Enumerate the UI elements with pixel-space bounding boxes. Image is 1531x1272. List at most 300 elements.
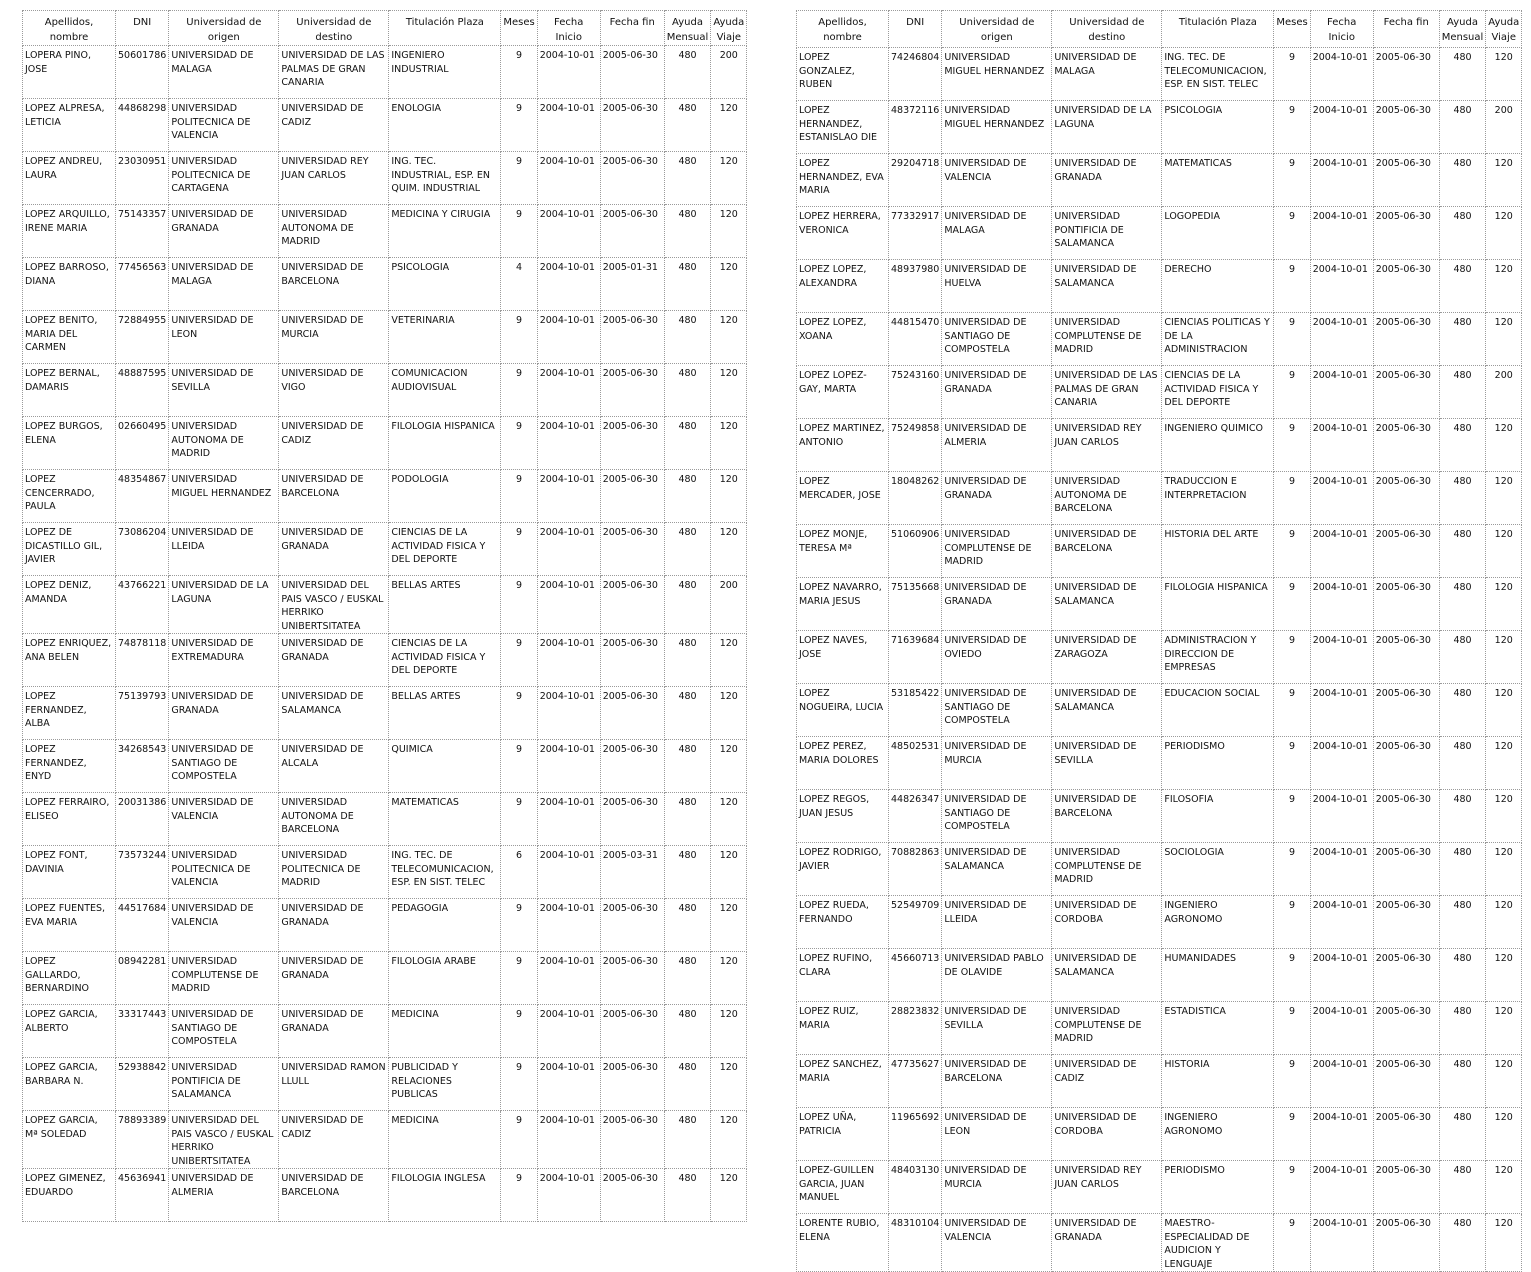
origin-university-cell: UNIVERSIDAD DE ALMERIA bbox=[942, 419, 1052, 472]
origin-university-cell: UNIVERSIDAD DE SANTIAGO DE COMPOSTELA bbox=[942, 684, 1052, 737]
travel-aid-cell: 120 bbox=[1486, 790, 1522, 843]
name-cell: LOPEZ GIMENEZ, EDUARDO bbox=[23, 1169, 116, 1222]
months-cell: 9 bbox=[501, 740, 537, 793]
months-cell: 9 bbox=[1274, 1055, 1310, 1108]
monthly-aid-cell: 480 bbox=[1439, 790, 1486, 843]
table-row bbox=[23, 1005, 747, 1058]
end-date-cell: 2005-06-30 bbox=[1373, 419, 1439, 472]
destination-university-cell: UNIVERSIDAD DE LA LAGUNA bbox=[1052, 101, 1162, 154]
destination-university-cell: UNIVERSIDAD AUTONOMA DE BARCELONA bbox=[279, 793, 389, 846]
monthly-aid-cell: 480 bbox=[664, 470, 711, 523]
start-date-cell: 2004-10-01 bbox=[537, 576, 600, 634]
column-header: Ayuda Viaje bbox=[1486, 11, 1522, 48]
table-row bbox=[797, 1108, 1522, 1161]
monthly-aid-cell: 480 bbox=[1439, 1055, 1486, 1108]
months-cell: 9 bbox=[501, 576, 537, 634]
months-cell: 9 bbox=[1274, 1002, 1310, 1055]
travel-aid-cell: 120 bbox=[711, 1111, 747, 1169]
end-date-cell: 2005-06-30 bbox=[1373, 48, 1439, 101]
dni-cell: 29204718 bbox=[889, 154, 942, 207]
degree-cell: INGENIERO QUIMICO bbox=[1162, 419, 1274, 472]
column-header: Universidad de origen bbox=[942, 11, 1052, 48]
origin-university-cell: UNIVERSIDAD DE EXTREMADURA bbox=[169, 634, 279, 687]
travel-aid-cell: 120 bbox=[711, 152, 747, 205]
monthly-aid-cell: 480 bbox=[664, 634, 711, 687]
column-header: DNI bbox=[889, 11, 942, 48]
months-cell: 9 bbox=[501, 687, 537, 740]
column-header: Titulación Plaza bbox=[389, 11, 501, 46]
degree-cell: SOCIOLOGIA bbox=[1162, 843, 1274, 896]
degree-cell: ENOLOGIA bbox=[389, 99, 501, 152]
travel-aid-cell: 120 bbox=[711, 417, 747, 470]
monthly-aid-cell: 480 bbox=[1439, 366, 1486, 419]
table-row bbox=[23, 952, 747, 1005]
monthly-aid-cell: 480 bbox=[664, 99, 711, 152]
dni-cell: 11965692 bbox=[889, 1108, 942, 1161]
end-date-cell: 2005-03-31 bbox=[600, 846, 664, 899]
dni-cell: 44517684 bbox=[116, 899, 169, 952]
months-cell: 9 bbox=[501, 99, 537, 152]
name-cell: LOPEZ NOGUEIRA, LUCIA bbox=[797, 684, 889, 737]
monthly-aid-cell: 480 bbox=[664, 1111, 711, 1169]
dni-cell: 44868298 bbox=[116, 99, 169, 152]
table-row bbox=[797, 949, 1522, 1002]
column-header: DNI bbox=[116, 11, 169, 46]
destination-university-cell: UNIVERSIDAD DE GRANADA bbox=[279, 523, 389, 576]
dni-cell: 75243160 bbox=[889, 366, 942, 419]
start-date-cell: 2004-10-01 bbox=[537, 417, 600, 470]
end-date-cell: 2005-06-30 bbox=[1373, 1161, 1439, 1214]
dni-cell: 18048262 bbox=[889, 472, 942, 525]
monthly-aid-cell: 480 bbox=[664, 46, 711, 99]
name-cell: LOPEZ RODRIGO, JAVIER bbox=[797, 843, 889, 896]
name-cell: LORENTE RUBIO, ELENA bbox=[797, 1214, 889, 1272]
origin-university-cell: UNIVERSIDAD AUTONOMA DE MADRID bbox=[169, 417, 279, 470]
months-cell: 9 bbox=[1274, 737, 1310, 790]
degree-cell: HISTORIA DEL ARTE bbox=[1162, 525, 1274, 578]
column-header: Fecha fin bbox=[600, 11, 664, 46]
header-row bbox=[23, 11, 747, 46]
dni-cell: 28823832 bbox=[889, 1002, 942, 1055]
dni-cell: 34268543 bbox=[116, 740, 169, 793]
header-row bbox=[797, 11, 1522, 48]
end-date-cell: 2005-06-30 bbox=[1373, 207, 1439, 260]
months-cell: 9 bbox=[501, 1111, 537, 1169]
months-cell: 9 bbox=[1274, 419, 1310, 472]
end-date-cell: 2005-06-30 bbox=[600, 634, 664, 687]
table-row bbox=[23, 470, 747, 523]
origin-university-cell: UNIVERSIDAD COMPLUTENSE DE MADRID bbox=[169, 952, 279, 1005]
name-cell: LOPEZ LOPEZ, XOANA bbox=[797, 313, 889, 366]
monthly-aid-cell: 480 bbox=[1439, 313, 1486, 366]
table-row bbox=[797, 843, 1522, 896]
column-header: Universidad de origen bbox=[169, 11, 279, 46]
months-cell: 9 bbox=[501, 205, 537, 258]
dni-cell: 48403130 bbox=[889, 1161, 942, 1214]
origin-university-cell: UNIVERSIDAD POLITECNICA DE VALENCIA bbox=[169, 846, 279, 899]
months-cell: 9 bbox=[1274, 101, 1310, 154]
destination-university-cell: UNIVERSIDAD DE GRANADA bbox=[279, 899, 389, 952]
monthly-aid-cell: 480 bbox=[664, 364, 711, 417]
dni-cell: 48372116 bbox=[889, 101, 942, 154]
origin-university-cell: UNIVERSIDAD DE LLEIDA bbox=[942, 896, 1052, 949]
origin-university-cell: UNIVERSIDAD DE VALENCIA bbox=[169, 793, 279, 846]
travel-aid-cell: 120 bbox=[711, 1005, 747, 1058]
travel-aid-cell: 120 bbox=[1486, 48, 1522, 101]
end-date-cell: 2005-01-31 bbox=[600, 258, 664, 311]
origin-university-cell: UNIVERSIDAD PABLO DE OLAVIDE bbox=[942, 949, 1052, 1002]
degree-cell: FILOSOFIA bbox=[1162, 790, 1274, 843]
dni-cell: 73086204 bbox=[116, 523, 169, 576]
monthly-aid-cell: 480 bbox=[664, 899, 711, 952]
monthly-aid-cell: 480 bbox=[1439, 631, 1486, 684]
travel-aid-cell: 120 bbox=[1486, 1108, 1522, 1161]
months-cell: 9 bbox=[1274, 631, 1310, 684]
degree-cell: COMUNICACION AUDIOVISUAL bbox=[389, 364, 501, 417]
start-date-cell: 2004-10-01 bbox=[1310, 684, 1373, 737]
name-cell: LOPEZ NAVES, JOSE bbox=[797, 631, 889, 684]
destination-university-cell: UNIVERSIDAD DE SALAMANCA bbox=[1052, 684, 1162, 737]
origin-university-cell: UNIVERSIDAD DE LEON bbox=[942, 1108, 1052, 1161]
months-cell: 6 bbox=[501, 846, 537, 899]
destination-university-cell: UNIVERSIDAD DE GRANADA bbox=[279, 1005, 389, 1058]
grant-table-right bbox=[796, 10, 1522, 1272]
months-cell: 9 bbox=[501, 1169, 537, 1222]
name-cell: LOPEZ REGOS, JUAN JESUS bbox=[797, 790, 889, 843]
table-row bbox=[23, 311, 747, 364]
degree-cell: ING. TEC. DE TELECOMUNICACION, ESP. EN SIST. TELEC bbox=[1162, 48, 1274, 101]
destination-university-cell: UNIVERSIDAD DE CADIZ bbox=[1052, 1055, 1162, 1108]
months-cell: 9 bbox=[1274, 843, 1310, 896]
name-cell: LOPEZ GALLARDO, BERNARDINO bbox=[23, 952, 116, 1005]
travel-aid-cell: 120 bbox=[1486, 1055, 1522, 1108]
end-date-cell: 2005-06-30 bbox=[1373, 1214, 1439, 1272]
months-cell: 9 bbox=[501, 1058, 537, 1111]
table-row bbox=[797, 101, 1522, 154]
travel-aid-cell: 120 bbox=[711, 1058, 747, 1111]
table-row bbox=[23, 417, 747, 470]
name-cell: LOPEZ PEREZ, MARIA DOLORES bbox=[797, 737, 889, 790]
name-cell: LOPEZ HERNANDEZ, ESTANISLAO DIE bbox=[797, 101, 889, 154]
degree-cell: LOGOPEDIA bbox=[1162, 207, 1274, 260]
name-cell: LOPEZ UÑA, PATRICIA bbox=[797, 1108, 889, 1161]
origin-university-cell: UNIVERSIDAD DE LLEIDA bbox=[169, 523, 279, 576]
name-cell: LOPERA PINO, JOSE bbox=[23, 46, 116, 99]
grant-table-left bbox=[22, 10, 747, 1222]
start-date-cell: 2004-10-01 bbox=[537, 1111, 600, 1169]
origin-university-cell: UNIVERSIDAD POLITECNICA DE VALENCIA bbox=[169, 99, 279, 152]
origin-university-cell: UNIVERSIDAD DE GRANADA bbox=[942, 366, 1052, 419]
table-row bbox=[23, 258, 747, 311]
degree-cell: MATEMATICAS bbox=[1162, 154, 1274, 207]
start-date-cell: 2004-10-01 bbox=[1310, 472, 1373, 525]
column-header: Ayuda Mensual bbox=[664, 11, 711, 46]
destination-university-cell: UNIVERSIDAD DE GRANADA bbox=[279, 634, 389, 687]
destination-university-cell: UNIVERSIDAD DE MURCIA bbox=[279, 311, 389, 364]
destination-university-cell: UNIVERSIDAD DE GRANADA bbox=[1052, 1214, 1162, 1272]
dni-cell: 75143357 bbox=[116, 205, 169, 258]
degree-cell: INGENIERO INDUSTRIAL bbox=[389, 46, 501, 99]
travel-aid-cell: 120 bbox=[1486, 896, 1522, 949]
monthly-aid-cell: 480 bbox=[664, 258, 711, 311]
name-cell: LOPEZ LOPEZ-GAY, MARTA bbox=[797, 366, 889, 419]
origin-university-cell: UNIVERSIDAD DE MURCIA bbox=[942, 737, 1052, 790]
start-date-cell: 2004-10-01 bbox=[537, 740, 600, 793]
monthly-aid-cell: 480 bbox=[1439, 154, 1486, 207]
degree-cell: PUBLICIDAD Y RELACIONES PUBLICAS bbox=[389, 1058, 501, 1111]
end-date-cell: 2005-06-30 bbox=[600, 793, 664, 846]
origin-university-cell: UNIVERSIDAD MIGUEL HERNANDEZ bbox=[942, 48, 1052, 101]
degree-cell: MEDICINA bbox=[389, 1005, 501, 1058]
name-cell: LOPEZ DE DICASTILLO GIL, JAVIER bbox=[23, 523, 116, 576]
start-date-cell: 2004-10-01 bbox=[537, 205, 600, 258]
monthly-aid-cell: 480 bbox=[1439, 48, 1486, 101]
table-row bbox=[23, 152, 747, 205]
travel-aid-cell: 120 bbox=[711, 470, 747, 523]
name-cell: LOPEZ GARCIA, ALBERTO bbox=[23, 1005, 116, 1058]
start-date-cell: 2004-10-01 bbox=[1310, 207, 1373, 260]
dni-cell: 52938842 bbox=[116, 1058, 169, 1111]
destination-university-cell: UNIVERSIDAD REY JUAN CARLOS bbox=[1052, 1161, 1162, 1214]
start-date-cell: 2004-10-01 bbox=[537, 634, 600, 687]
degree-cell: HUMANIDADES bbox=[1162, 949, 1274, 1002]
origin-university-cell: UNIVERSIDAD DE SANTIAGO DE COMPOSTELA bbox=[169, 740, 279, 793]
destination-university-cell: UNIVERSIDAD COMPLUTENSE DE MADRID bbox=[1052, 1002, 1162, 1055]
name-cell: LOPEZ RUEDA, FERNANDO bbox=[797, 896, 889, 949]
months-cell: 9 bbox=[1274, 313, 1310, 366]
origin-university-cell: UNIVERSIDAD DE MALAGA bbox=[169, 258, 279, 311]
name-cell: LOPEZ RUIZ, MARIA bbox=[797, 1002, 889, 1055]
destination-university-cell: UNIVERSIDAD AUTONOMA DE BARCELONA bbox=[1052, 472, 1162, 525]
name-cell: LOPEZ FERNANDEZ, ALBA bbox=[23, 687, 116, 740]
destination-university-cell: UNIVERSIDAD DE BARCELONA bbox=[1052, 790, 1162, 843]
end-date-cell: 2005-06-30 bbox=[1373, 896, 1439, 949]
origin-university-cell: UNIVERSIDAD DE BARCELONA bbox=[942, 1055, 1052, 1108]
origin-university-cell: UNIVERSIDAD DE SANTIAGO DE COMPOSTELA bbox=[942, 790, 1052, 843]
start-date-cell: 2004-10-01 bbox=[1310, 260, 1373, 313]
travel-aid-cell: 120 bbox=[711, 687, 747, 740]
travel-aid-cell: 120 bbox=[711, 258, 747, 311]
travel-aid-cell: 200 bbox=[1486, 366, 1522, 419]
travel-aid-cell: 120 bbox=[711, 846, 747, 899]
name-cell: LOPEZ FUENTES, EVA MARIA bbox=[23, 899, 116, 952]
origin-university-cell: UNIVERSIDAD DE LA LAGUNA bbox=[169, 576, 279, 634]
start-date-cell: 2004-10-01 bbox=[537, 364, 600, 417]
end-date-cell: 2005-06-30 bbox=[600, 1111, 664, 1169]
destination-university-cell: UNIVERSIDAD DE CADIZ bbox=[279, 99, 389, 152]
start-date-cell: 2004-10-01 bbox=[537, 1058, 600, 1111]
end-date-cell: 2005-06-30 bbox=[600, 687, 664, 740]
end-date-cell: 2005-06-30 bbox=[1373, 101, 1439, 154]
origin-university-cell: UNIVERSIDAD DE SEVILLA bbox=[942, 1002, 1052, 1055]
monthly-aid-cell: 480 bbox=[1439, 472, 1486, 525]
months-cell: 9 bbox=[1274, 1214, 1310, 1272]
table-row bbox=[23, 523, 747, 576]
name-cell: LOPEZ MARTINEZ, ANTONIO bbox=[797, 419, 889, 472]
end-date-cell: 2005-06-30 bbox=[600, 311, 664, 364]
dni-cell: 02660495 bbox=[116, 417, 169, 470]
end-date-cell: 2005-06-30 bbox=[600, 152, 664, 205]
dni-cell: 48937980 bbox=[889, 260, 942, 313]
degree-cell: CIENCIAS DE LA ACTIVIDAD FISICA Y DEL DEPORTE bbox=[389, 634, 501, 687]
start-date-cell: 2004-10-01 bbox=[537, 523, 600, 576]
dni-cell: 53185422 bbox=[889, 684, 942, 737]
monthly-aid-cell: 480 bbox=[1439, 207, 1486, 260]
column-header: Apellidos, nombre bbox=[23, 11, 116, 46]
degree-cell: FILOLOGIA HISPANICA bbox=[1162, 578, 1274, 631]
destination-university-cell: UNIVERSIDAD DE BARCELONA bbox=[1052, 525, 1162, 578]
end-date-cell: 2005-06-30 bbox=[1373, 790, 1439, 843]
dni-cell: 23030951 bbox=[116, 152, 169, 205]
dni-cell: 33317443 bbox=[116, 1005, 169, 1058]
table-row bbox=[23, 740, 747, 793]
monthly-aid-cell: 480 bbox=[1439, 1214, 1486, 1272]
left-table-panel bbox=[22, 10, 747, 1222]
name-cell: LOPEZ BURGOS, ELENA bbox=[23, 417, 116, 470]
end-date-cell: 2005-06-30 bbox=[600, 470, 664, 523]
dni-cell: 45636941 bbox=[116, 1169, 169, 1222]
name-cell: LOPEZ ENRIQUEZ, ANA BELEN bbox=[23, 634, 116, 687]
dni-cell: 45660713 bbox=[889, 949, 942, 1002]
name-cell: LOPEZ-GUILLEN GARCIA, JUAN MANUEL bbox=[797, 1161, 889, 1214]
column-header: Universidad de destino bbox=[1052, 11, 1162, 48]
dni-cell: 70882863 bbox=[889, 843, 942, 896]
start-date-cell: 2004-10-01 bbox=[1310, 578, 1373, 631]
travel-aid-cell: 120 bbox=[1486, 578, 1522, 631]
end-date-cell: 2005-06-30 bbox=[1373, 1002, 1439, 1055]
monthly-aid-cell: 480 bbox=[1439, 260, 1486, 313]
monthly-aid-cell: 480 bbox=[1439, 578, 1486, 631]
degree-cell: ESTADISTICA bbox=[1162, 1002, 1274, 1055]
destination-university-cell: UNIVERSIDAD DE CORDOBA bbox=[1052, 1108, 1162, 1161]
table-row bbox=[23, 846, 747, 899]
origin-university-cell: UNIVERSIDAD DE HUELVA bbox=[942, 260, 1052, 313]
degree-cell: MEDICINA Y CIRUGIA bbox=[389, 205, 501, 258]
monthly-aid-cell: 480 bbox=[664, 417, 711, 470]
name-cell: LOPEZ MERCADER, JOSE bbox=[797, 472, 889, 525]
end-date-cell: 2005-06-30 bbox=[1373, 684, 1439, 737]
destination-university-cell: UNIVERSIDAD POLITECNICA DE MADRID bbox=[279, 846, 389, 899]
dni-cell: 75249858 bbox=[889, 419, 942, 472]
origin-university-cell: UNIVERSIDAD DE GRANADA bbox=[169, 687, 279, 740]
months-cell: 9 bbox=[1274, 207, 1310, 260]
start-date-cell: 2004-10-01 bbox=[537, 46, 600, 99]
months-cell: 9 bbox=[501, 364, 537, 417]
months-cell: 9 bbox=[501, 470, 537, 523]
travel-aid-cell: 120 bbox=[711, 205, 747, 258]
table-row bbox=[797, 419, 1522, 472]
table-row bbox=[23, 1111, 747, 1169]
table-row bbox=[23, 687, 747, 740]
travel-aid-cell: 120 bbox=[711, 899, 747, 952]
monthly-aid-cell: 480 bbox=[664, 1169, 711, 1222]
table-body bbox=[797, 48, 1522, 1272]
end-date-cell: 2005-06-30 bbox=[600, 523, 664, 576]
dni-cell: 50601786 bbox=[116, 46, 169, 99]
monthly-aid-cell: 480 bbox=[1439, 101, 1486, 154]
table-row bbox=[797, 1002, 1522, 1055]
start-date-cell: 2004-10-01 bbox=[1310, 1002, 1373, 1055]
destination-university-cell: UNIVERSIDAD PONTIFICIA DE SALAMANCA bbox=[1052, 207, 1162, 260]
table-row bbox=[797, 631, 1522, 684]
name-cell: LOPEZ GONZALEZ, RUBEN bbox=[797, 48, 889, 101]
name-cell: LOPEZ RUFINO, CLARA bbox=[797, 949, 889, 1002]
end-date-cell: 2005-06-30 bbox=[600, 364, 664, 417]
table-row bbox=[797, 154, 1522, 207]
dni-cell: 78893389 bbox=[116, 1111, 169, 1169]
destination-university-cell: UNIVERSIDAD DE SALAMANCA bbox=[1052, 260, 1162, 313]
dni-cell: 20031386 bbox=[116, 793, 169, 846]
dni-cell: 72884955 bbox=[116, 311, 169, 364]
degree-cell: MEDICINA bbox=[389, 1111, 501, 1169]
monthly-aid-cell: 480 bbox=[664, 523, 711, 576]
dni-cell: 48887595 bbox=[116, 364, 169, 417]
table-row bbox=[797, 1055, 1522, 1108]
dni-cell: 47735627 bbox=[889, 1055, 942, 1108]
destination-university-cell: UNIVERSIDAD DE GRANADA bbox=[1052, 154, 1162, 207]
travel-aid-cell: 120 bbox=[1486, 472, 1522, 525]
destination-university-cell: UNIVERSIDAD DE BARCELONA bbox=[279, 1169, 389, 1222]
destination-university-cell: UNIVERSIDAD DE BARCELONA bbox=[279, 470, 389, 523]
monthly-aid-cell: 480 bbox=[1439, 525, 1486, 578]
name-cell: LOPEZ SANCHEZ, MARIA bbox=[797, 1055, 889, 1108]
monthly-aid-cell: 480 bbox=[664, 687, 711, 740]
end-date-cell: 2005-06-30 bbox=[1373, 313, 1439, 366]
origin-university-cell: UNIVERSIDAD MIGUEL HERNANDEZ bbox=[169, 470, 279, 523]
travel-aid-cell: 120 bbox=[711, 311, 747, 364]
start-date-cell: 2004-10-01 bbox=[1310, 101, 1373, 154]
column-header: Apellidos, nombre bbox=[797, 11, 889, 48]
start-date-cell: 2004-10-01 bbox=[1310, 525, 1373, 578]
end-date-cell: 2005-06-30 bbox=[1373, 472, 1439, 525]
travel-aid-cell: 120 bbox=[711, 1169, 747, 1222]
start-date-cell: 2004-10-01 bbox=[1310, 843, 1373, 896]
table-row bbox=[23, 576, 747, 634]
months-cell: 9 bbox=[501, 152, 537, 205]
monthly-aid-cell: 480 bbox=[664, 793, 711, 846]
table-row bbox=[23, 46, 747, 99]
degree-cell: TRADUCCION E INTERPRETACION bbox=[1162, 472, 1274, 525]
origin-university-cell: UNIVERSIDAD DE SANTIAGO DE COMPOSTELA bbox=[169, 1005, 279, 1058]
travel-aid-cell: 120 bbox=[1486, 684, 1522, 737]
origin-university-cell: UNIVERSIDAD DE VALENCIA bbox=[942, 154, 1052, 207]
table-row bbox=[23, 1169, 747, 1222]
table-row bbox=[23, 899, 747, 952]
table-row bbox=[797, 790, 1522, 843]
name-cell: LOPEZ FERRAIRO, ELISEO bbox=[23, 793, 116, 846]
start-date-cell: 2004-10-01 bbox=[537, 687, 600, 740]
table-row bbox=[23, 99, 747, 152]
end-date-cell: 2005-06-30 bbox=[1373, 366, 1439, 419]
travel-aid-cell: 120 bbox=[711, 634, 747, 687]
end-date-cell: 2005-06-30 bbox=[1373, 1108, 1439, 1161]
months-cell: 9 bbox=[501, 1005, 537, 1058]
travel-aid-cell: 120 bbox=[1486, 1214, 1522, 1272]
travel-aid-cell: 200 bbox=[1486, 101, 1522, 154]
dni-cell: 75135668 bbox=[889, 578, 942, 631]
column-header: Ayuda Mensual bbox=[1439, 11, 1486, 48]
dni-cell: 51060906 bbox=[889, 525, 942, 578]
name-cell: LOPEZ BARROSO, DIANA bbox=[23, 258, 116, 311]
origin-university-cell: UNIVERSIDAD DE SEVILLA bbox=[169, 364, 279, 417]
start-date-cell: 2004-10-01 bbox=[1310, 1108, 1373, 1161]
monthly-aid-cell: 480 bbox=[664, 740, 711, 793]
months-cell: 4 bbox=[501, 258, 537, 311]
months-cell: 9 bbox=[1274, 949, 1310, 1002]
monthly-aid-cell: 480 bbox=[1439, 843, 1486, 896]
degree-cell: BELLAS ARTES bbox=[389, 687, 501, 740]
table-row bbox=[797, 578, 1522, 631]
